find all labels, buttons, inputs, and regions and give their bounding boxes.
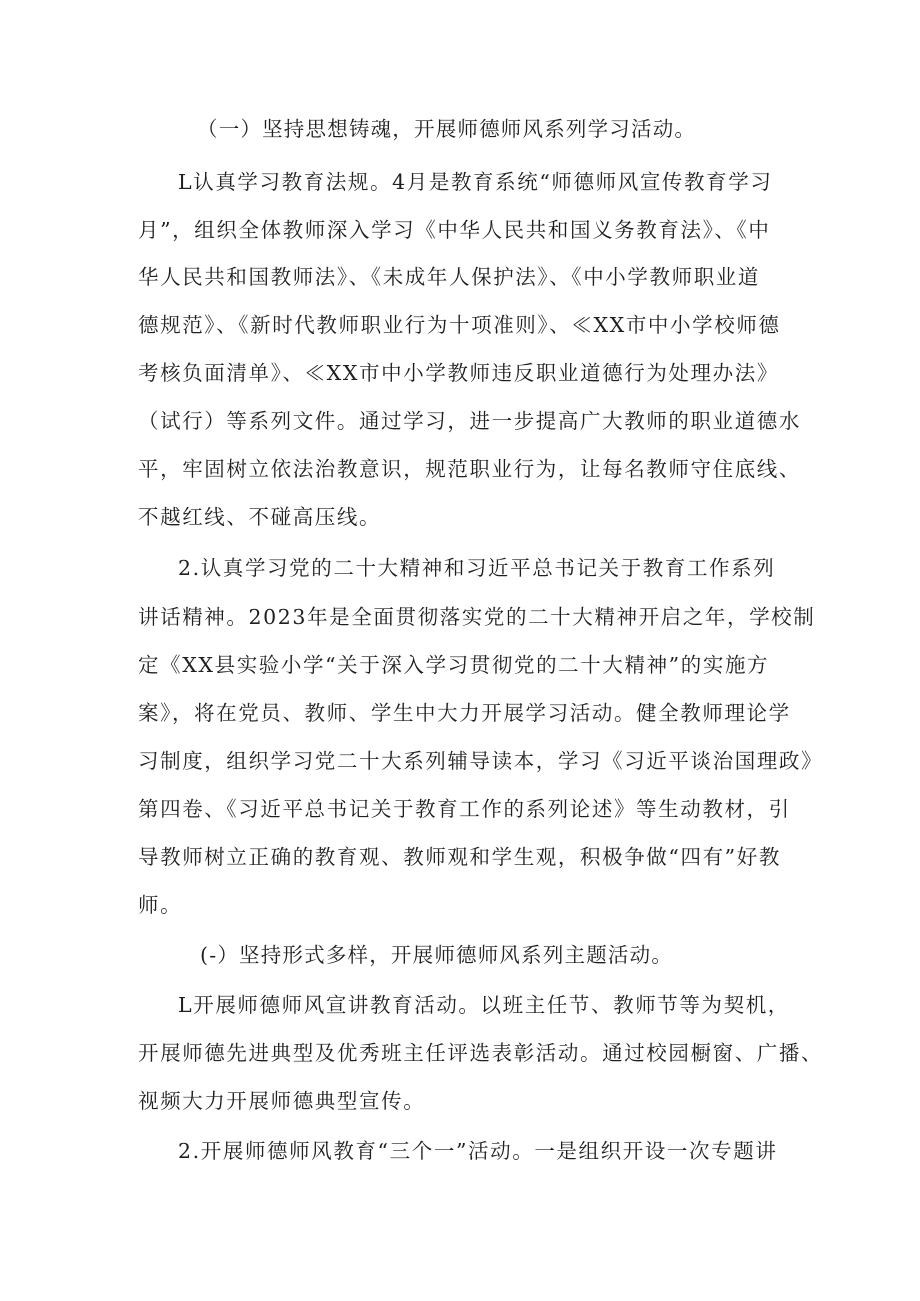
paragraph-line: 平，牢固树立依法治教意识，规范职业行为，让每名教师守住底线、 — [138, 457, 801, 481]
paragraph-line: 月”，组织全体教师深入学习《中华人民共和国义务教育法》、《中 — [138, 218, 771, 242]
paragraph-line: 华人民共和国教师法》、《未成年人保护法》、《中小学教师职业道 — [138, 265, 760, 289]
paragraph-line: 定《XX县实验小学“关于深入学习贯彻党的二十大精神”的实施方 — [138, 653, 770, 677]
paragraph-line: 习制度，组织学习党二十大系列辅导读本，学习《习近平谈治国理政》 — [138, 749, 824, 773]
paragraph-line: L认真学习教育法规。4月是教育系统“师德师风宣传教育学习 — [178, 170, 773, 194]
paragraph-line: 师。 — [138, 893, 183, 917]
paragraph-line: 德规范》、《新时代教师职业行为十项准则》、≪XX市中小学校师德 — [138, 313, 781, 337]
paragraph-line: 考核负面清单》、≪XX市中小学教师违反职业道德行为处理办法》 — [138, 361, 779, 385]
paragraph-line: 2.认真学习党的二十大精神和习近平总书记关于教育工作系列 — [178, 556, 776, 580]
paragraph-line: 案》，将在党员、教师、学生中大力开展学习活动。健全教师理论学 — [138, 701, 791, 725]
paragraph-line: 视频大力开展师德典型宣传。 — [138, 1089, 426, 1113]
paragraph-line: 不越红线、不碰高压线。 — [138, 505, 382, 529]
paragraph-line: 导教师树立正确的教育观、教师观和学生观，积极争做“四有”好教 — [138, 845, 781, 869]
paragraph-line: （试行）等系列文件。通过学习，进一步提高广大教师的职业道德水 — [138, 409, 801, 433]
paragraph-line: L开展师德师风宣讲教育活动。以班主任节、教师节等为契机， — [178, 993, 790, 1017]
section-heading-1: （一）坚持思想铸魂，开展师德师风系列学习活动。 — [197, 117, 697, 141]
paragraph-line: 讲话精神。2023年是全面贯彻落实党的二十大精神开启之年，学校制 — [138, 605, 816, 629]
section-heading-2: (-）坚持形式多样，开展师德师风系列主题活动。 — [200, 943, 674, 967]
paragraph-line: 开展师德先进典型及优秀班主任评选表彰活动。通过校园橱窗、广播、 — [138, 1041, 824, 1065]
paragraph-line: 2.开展师德师风教育“三个一”活动。一是组织开设一次专题讲 — [178, 1139, 778, 1163]
paragraph-line: 第四卷、《习近平总书记关于教育工作的系列论述》等生动教材，引 — [138, 797, 791, 821]
